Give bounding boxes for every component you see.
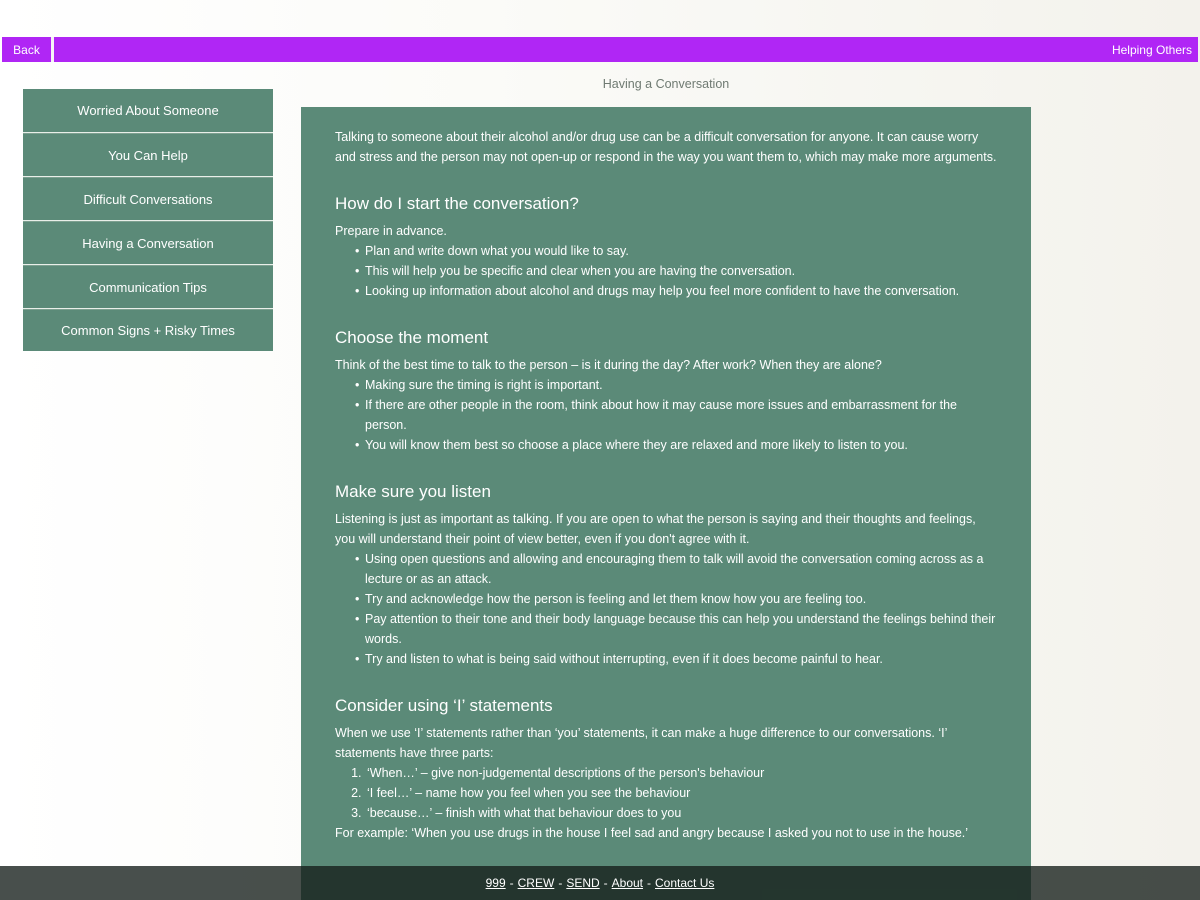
bullet-list [335, 375, 997, 455]
footer-separator: - [558, 876, 563, 890]
footer-bar [0, 866, 1200, 900]
footer-link-contact-us[interactable]: Contact Us [655, 876, 715, 890]
bullet-item: • Plan and write down what you would like to say. [355, 241, 997, 261]
footer-link-crew[interactable]: CREW [517, 876, 555, 890]
sidebar-nav [23, 89, 273, 351]
bullet-list [335, 241, 997, 301]
section-heading: Consider using ‘I’ statements [335, 696, 553, 715]
bullet-item: • Making sure the timing is right is important. [355, 375, 997, 395]
sidebar-item-communication-tips[interactable]: Communication Tips [23, 265, 273, 309]
bullet-item: • Pay attention to their tone and their body language because this can help you understand the feelings behind their words. [355, 609, 997, 649]
intro-paragraph: Talking to someone about their alcohol and/or drug use can be a difficult conversation for anyone. It can cause worry and stress and the person may not open-up or respond in the way you want them to, which may make more arguments. [335, 130, 997, 164]
sidebar-item-worried-about-someone[interactable]: Worried About Someone [23, 89, 273, 133]
sidebar-item-difficult-conversations[interactable]: Difficult Conversations [23, 177, 273, 221]
sidebar-item-you-can-help[interactable]: You Can Help [23, 133, 273, 177]
sidebar-item-common-signs[interactable]: Common Signs + Risky Times [23, 309, 273, 351]
example-paragraph: For example: ‘When you use drugs in the house I feel sad and angry because I asked you not to use in the house.’ [335, 826, 969, 840]
bullet-item: • Try and acknowledge how the person is feeling and let them know how you are feeling too. [355, 589, 997, 609]
numbered-item: 2. ‘I feel…’ – name how you feel when you see the behaviour [365, 783, 997, 803]
section-lead: When we use ‘I’ statements rather than ‘you’ statements, it can make a huge difference to our conversations. ‘I’ statements have three parts: [335, 726, 947, 760]
section-title: Helping Others [1111, 42, 1192, 57]
content-panel [301, 107, 1031, 900]
bullet-item: • Try and listen to what is being said without interrupting, even if it does become painful to hear. [355, 649, 997, 669]
bullet-item: • You will know them best so choose a place where they are relaxed and more likely to listen to you. [355, 435, 997, 455]
section-heading: How do I start the conversation? [335, 194, 579, 213]
bullet-item: • Looking up information about alcohol and drugs may help you feel more confident to have the conversation. [355, 281, 997, 301]
numbered-item: 1. ‘When…’ – give non-judgemental descriptions of the person's behaviour [365, 763, 997, 783]
section-lead: Think of the best time to talk to the person – is it during the day? After work? When they are alone? [335, 358, 882, 372]
section-heading: Make sure you listen [335, 482, 491, 501]
bullet-list [335, 549, 997, 669]
numbered-list [335, 763, 997, 823]
bullet-item: • If there are other people in the room, think about how it may cause more issues and embarrassment for the person. [355, 395, 997, 435]
section-title-bar [54, 37, 1198, 62]
top-bar [2, 37, 1198, 62]
bullet-item: • This will help you be specific and clear when you are having the conversation. [355, 261, 997, 281]
footer-link-999[interactable]: 999 [485, 876, 506, 890]
footer-separator: - [603, 876, 608, 890]
footer-link-about[interactable]: About [611, 876, 644, 890]
footer-link-send[interactable]: SEND [566, 876, 600, 890]
section-lead: Prepare in advance. [335, 224, 447, 238]
page-title: Having a Conversation [602, 77, 730, 91]
section-lead: Listening is just as important as talking. If you are open to what the person is saying and their thoughts and feelings, you will understand their point of view better, even if you don't agree with it. [335, 512, 976, 546]
numbered-item: 3. ‘because…’ – finish with what that behaviour does to you [365, 803, 997, 823]
sidebar-item-having-a-conversation[interactable]: Having a Conversation [23, 221, 273, 265]
section-heading: Choose the moment [335, 328, 489, 347]
footer-separator: - [509, 876, 514, 890]
bullet-item: • Using open questions and allowing and encouraging them to talk will avoid the conversation coming across as a lecture or as an attack. [355, 549, 997, 589]
footer-separator: - [647, 876, 652, 890]
back-button[interactable]: Back [2, 37, 51, 62]
